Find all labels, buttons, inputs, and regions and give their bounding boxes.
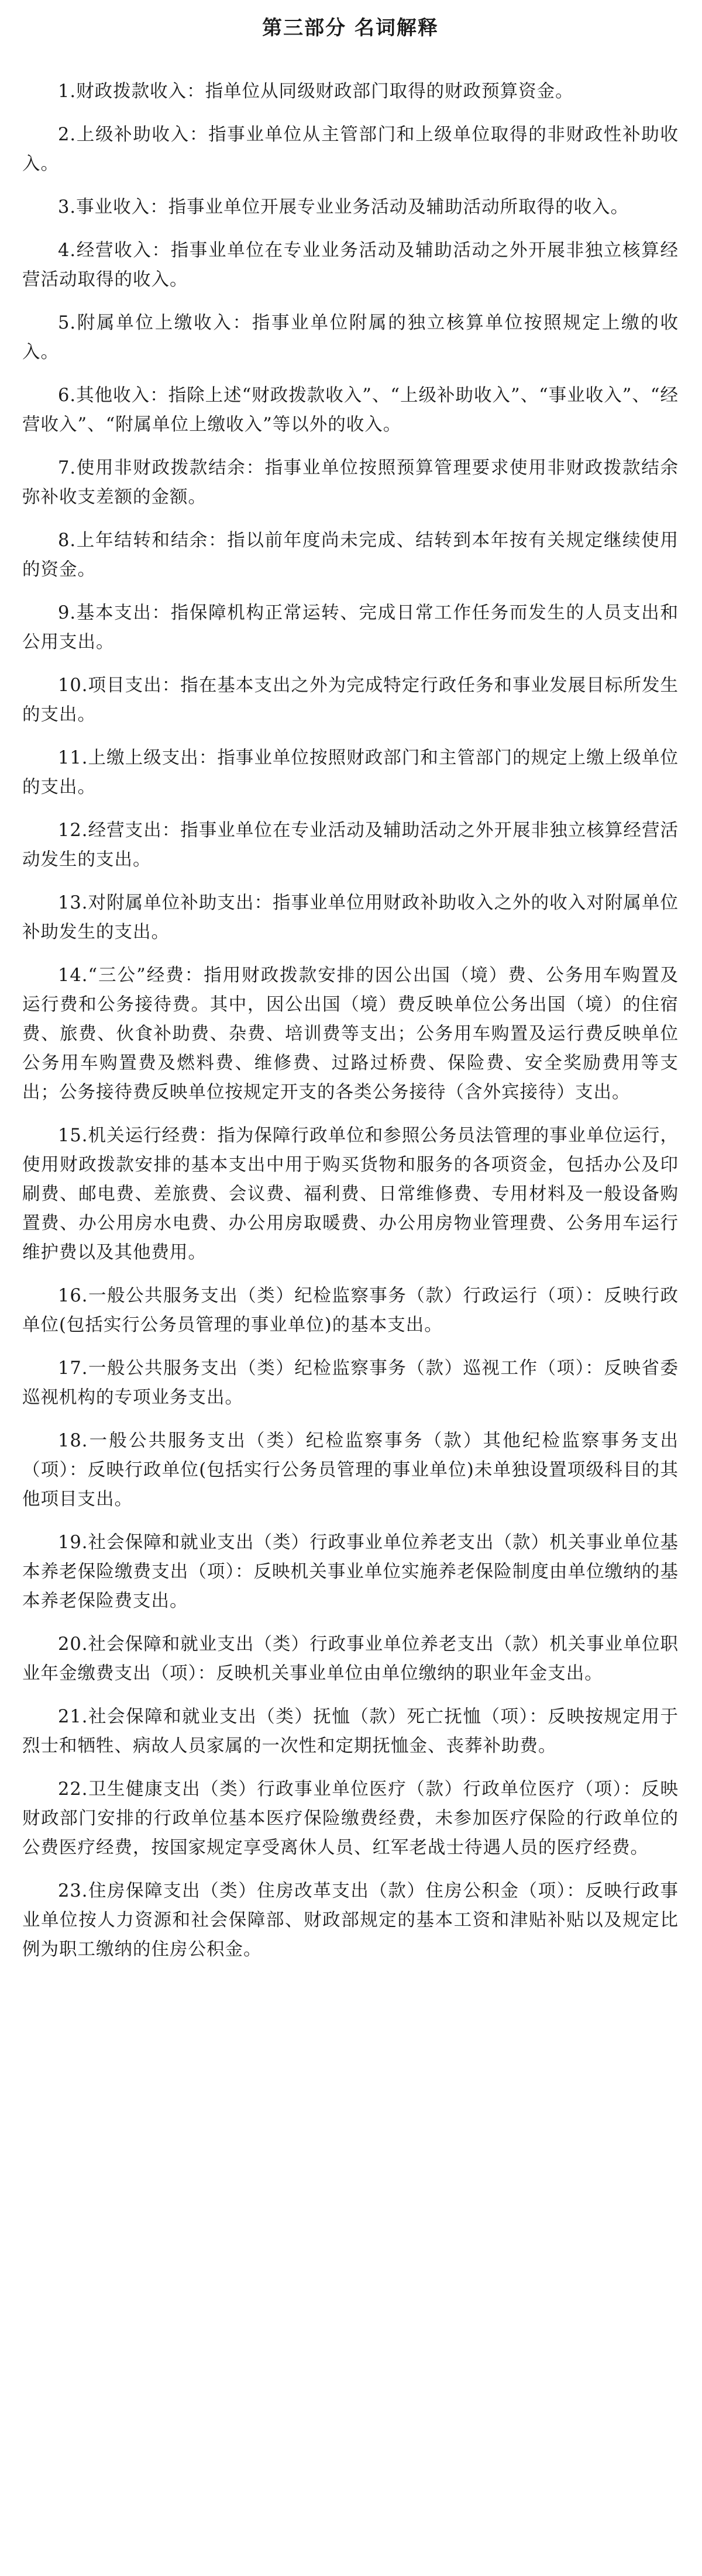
glossary-entry: 21.社会保障和就业支出（类）抚恤（款）死亡抚恤（项）：反映按规定用于烈士和牺牲、病故人员家属的一次性和定期抚恤金、丧葬补助费。 <box>22 1707 679 1756</box>
glossary-entry: 16.一般公共服务支出（类）纪检监察事务（款）行政运行（项）：反映行政单位(包括实行公务员管理的事业单位)的基本支出。 <box>22 1286 679 1335</box>
glossary-list <box>22 77 679 1964</box>
glossary-entry: 4.经营收入：指事业单位在专业业务活动及辅助活动之外开展非独立核算经营活动取得的收入。 <box>22 240 679 290</box>
glossary-entry: 6.其他收入：指除上述“财政拨款收入”、“上级补助收入”、“事业收入”、“经营收入”、“附属单位上缴收入”等以外的收入。 <box>22 385 679 435</box>
glossary-entry: 23.住房保障支出（类）住房改革支出（款）住房公积金（项）：反映行政事业单位按人力资源和社会保障部、财政部规定的基本工资和津贴补贴以及规定比例为职工缴纳的住房公积金。 <box>22 1881 679 1960</box>
glossary-entry: 15.机关运行经费：指为保障行政单位和参照公务员法管理的事业单位运行，使用财政拨款安排的基本支出中用于购买货物和服务的各项资金，包括办公及印刷费、邮电费、差旅费、会议费、福利费、日常维修费、专用材料及一般设备购置费、办公用房水电费、办公用房取暖费、办公用房物业管理费、公务用车运行维护费以及其他费用。 <box>22 1125 679 1263</box>
glossary-entry: 22.卫生健康支出（类）行政事业单位医疗（款）行政单位医疗（项）：反映财政部门安排的行政单位基本医疗保险缴费经费，未参加医疗保险的行政单位的公费医疗经费，按国家规定享受离休人员、红军老战士待遇人员的医疗经费。 <box>22 1779 679 1858</box>
glossary-entry: 11.上缴上级支出：指事业单位按照财政部门和主管部门的规定上缴上级单位的支出。 <box>22 748 679 797</box>
glossary-entry: 18.一般公共服务支出（类）纪检监察事务（款）其他纪检监察事务支出（项）：反映行政单位(包括实行公务员管理的事业单位)未单独设置项级科目的其他项目支出。 <box>22 1431 679 1510</box>
glossary-entry: 20.社会保障和就业支出（类）行政事业单位养老支出（款）机关事业单位职业年金缴费支出（项）：反映机关事业单位由单位缴纳的职业年金支出。 <box>22 1634 679 1684</box>
glossary-entry: 9.基本支出：指保障机构正常运转、完成日常工作任务而发生的人员支出和公用支出。 <box>22 603 679 652</box>
glossary-entry: 10.项目支出：指在基本支出之外为完成特定行政任务和事业发展目标所发生的支出。 <box>22 675 679 725</box>
glossary-entry: 8.上年结转和结余：指以前年度尚未完成、结转到本年按有关规定继续使用的资金。 <box>22 530 679 580</box>
glossary-entry: 17.一般公共服务支出（类）纪检监察事务（款）巡视工作（项）：反映省委巡视机构的专项业务支出。 <box>22 1358 679 1408</box>
page-title: 第三部分 名词解释 <box>262 16 439 40</box>
glossary-entry: 1.财政拨款收入：指单位从同级财政部门取得的财政预算资金。 <box>58 81 574 102</box>
glossary-entry: 19.社会保障和就业支出（类）行政事业单位养老支出（款）机关事业单位基本养老保险缴费支出（项）：反映机关事业单位实施养老保险制度由单位缴纳的基本养老保险费支出。 <box>22 1532 679 1611</box>
glossary-entry: 12.经营支出：指事业单位在专业活动及辅助活动之外开展非独立核算经营活动发生的支出。 <box>22 820 679 870</box>
glossary-entry: 7.使用非财政拨款结余：指事业单位按照预算管理要求使用非财政拨款结余弥补收支差额的金额。 <box>22 458 679 507</box>
glossary-entry: 5.附属单位上缴收入：指事业单位附属的独立核算单位按照规定上缴的收入。 <box>22 313 679 362</box>
glossary-entry: 14.“三公”经费：指用财政拨款安排的因公出国（境）费、公务用车购置及运行费和公务接待费。其中，因公出国（境）费反映单位公务出国（境）的住宿费、旅费、伙食补助费、杂费、培训费等支出；公务用车购置及运行费反映单位公务用车购置费及燃料费、维修费、过路过桥费、保险费、安全奖励费用等支出；公务接待费反映单位按规定开支的各类公务接待（含外宾接待）支出。 <box>22 965 679 1103</box>
glossary-entry: 13.对附属单位补助支出：指事业单位用财政补助收入之外的收入对附属单位补助发生的支出。 <box>22 893 679 942</box>
glossary-entry: 2.上级补助收入：指事业单位从主管部门和上级单位取得的非财政性补助收入。 <box>22 125 679 174</box>
glossary-entry: 3.事业收入：指事业单位开展专业业务活动及辅助活动所取得的收入。 <box>58 197 629 217</box>
